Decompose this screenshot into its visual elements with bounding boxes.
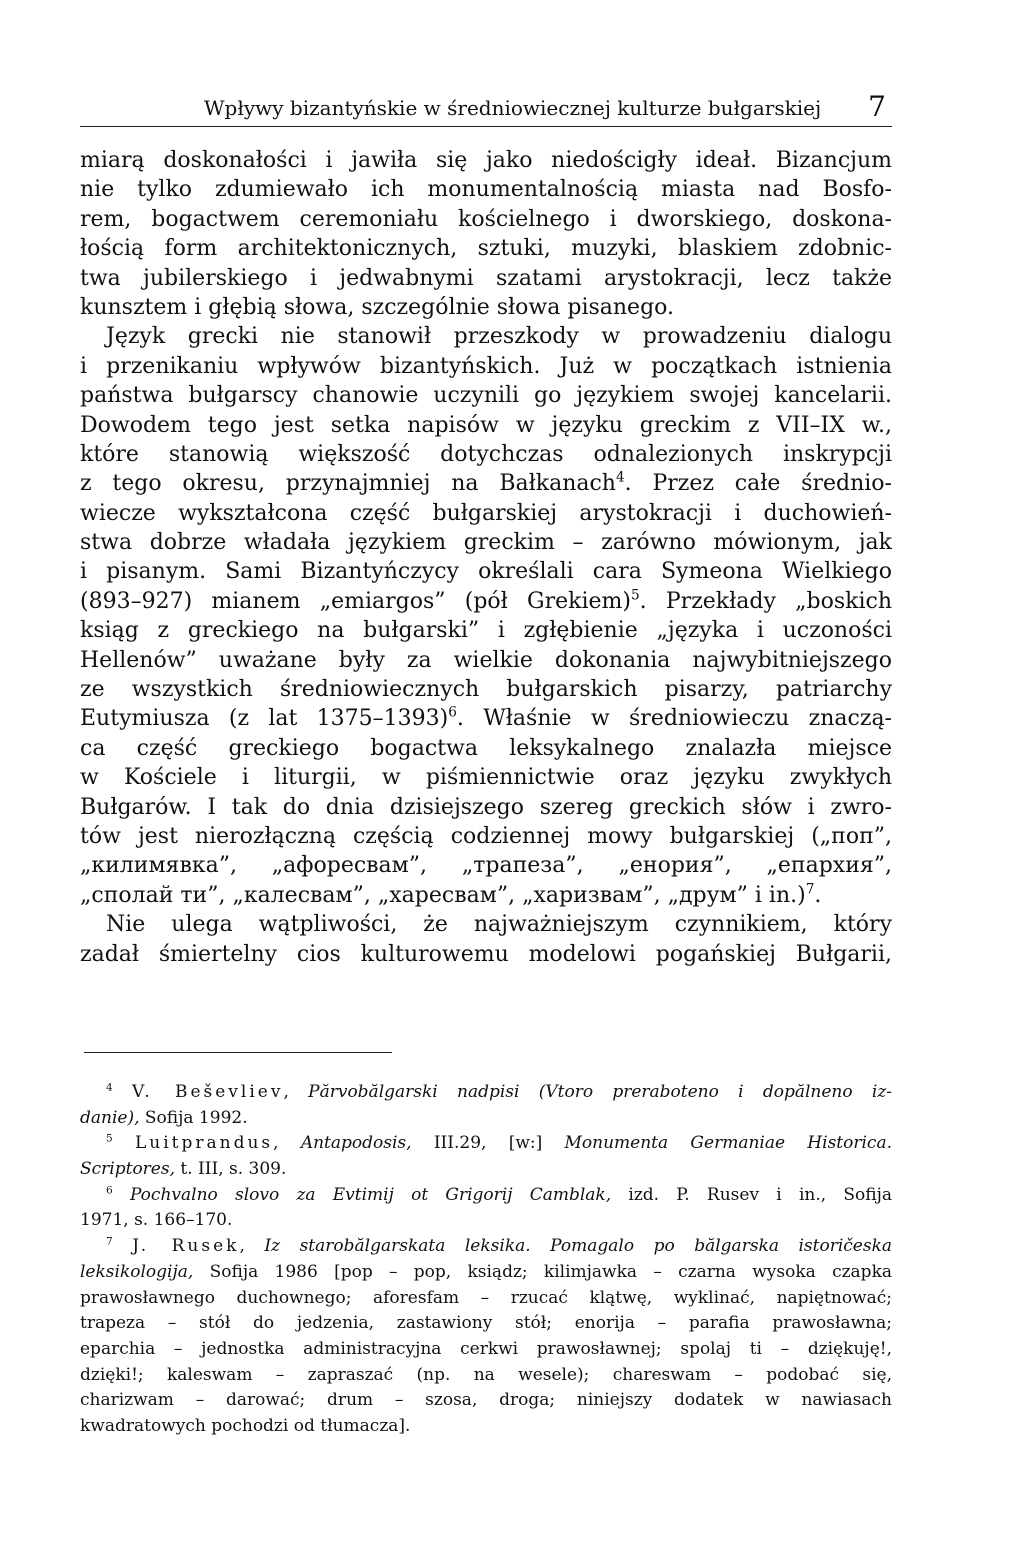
paragraph-start-line: Nie ulega wątpliwości, że najważniejszym czynnikiem, który: [106, 912, 892, 938]
text-line: miarą doskonałości i jawiła się jako niedościgły ideał. Bizancjum: [80, 148, 892, 173]
footnote-number: 5: [106, 1132, 113, 1145]
text-line: ze wszystkich średniowiecznych bułgarskich pisarzy, patriarchy: [80, 677, 892, 703]
footnote-5: $^5$ Luitprandus, Antapodosis, III.29, [w:] Monumenta Germaniae Historica.: [106, 1132, 892, 1154]
footnote-line: [80, 1260, 892, 1286]
footnote-title: danie),: [80, 1107, 140, 1128]
footnote-ref-5[interactable]: 5: [630, 587, 640, 604]
footnote-text: izd. P. Rusev i in., Sofija: [628, 1184, 893, 1205]
footnote-ref-7[interactable]: 7: [805, 881, 815, 898]
paragraph-start-line: Język grecki nie stanowił przeszkody w prowadzeniu dialogu: [106, 324, 892, 350]
footnote-title: leksikologija,: [80, 1261, 194, 1282]
text-line: państwa bułgarscy chanowie uczynili go językiem swojej kancelarii.: [80, 383, 892, 409]
text-line: ca część greckiego bogactwa leksykalnego znalazła miejsce: [80, 735, 892, 761]
text-segment: Eutymiusza (z lat 1375–1393): [80, 706, 449, 732]
footnote-text: III.29, [w:]: [433, 1133, 543, 1154]
text-line: nie tylko zdumiewało ich monumentalnością miasta nad Bosfo-: [80, 177, 892, 203]
text-segment: .: [814, 882, 822, 908]
footnote-rule: [84, 1052, 392, 1053]
footnote-7: $^7$ J. Rusek, Iz starobălgarskata leksika. Pomagalo po bălgarska istoričeska: [106, 1235, 893, 1257]
footnote-line: charizwam – darować; drum – szosa, droga; niniejszy dodatek w nawiasach: [80, 1390, 892, 1411]
footnote-line: 1971, s. 166–170.: [80, 1210, 233, 1231]
running-header: [80, 90, 892, 130]
text-line: tów jest nierozłączną częścią codziennej mowy bułgarskiej („поп”,: [80, 823, 892, 849]
text-line: [80, 587, 892, 616]
footnote-4: $^4$ V. Beševliev, Părvobălgarski nadpisi (Vtoro preraboteno i dopălneno iz-: [106, 1081, 893, 1102]
footnotes: [80, 1080, 892, 1440]
text-line: stwa dobrze władała językiem greckim – zarówno mówionym, jak: [80, 530, 892, 556]
text-segment: z tego okresu, przynajmniej na Bałkanach: [80, 471, 616, 497]
footnote-line: eparchia – jednostka administracyjna cerkwi prawosławnej; spolaj ti – dziękuję!,: [80, 1338, 892, 1359]
footnote-line: [80, 1106, 892, 1132]
footnote-number: 7: [106, 1235, 113, 1248]
text-line: ksiąg z greckiego na bułgarski” i zgłębienie „języka i uczoności: [80, 618, 892, 644]
running-title: Wpływy bizantyńskie w średniowiecznej kulturze bułgarskiej: [204, 96, 822, 120]
header-rule: [80, 126, 892, 127]
text-line: „килимявка”, „афоресвам”, „трапеза”, „енория”, „епархия”,: [80, 853, 892, 879]
text-line: i przenikaniu wpływów bizantyńskich. Już w początkach istnienia: [80, 353, 892, 379]
footnote-title: Iz starobălgarskata leksika. Pomagalo po bălgarska istoričeska: [264, 1236, 893, 1257]
footnote-title: Scriptores,: [80, 1159, 175, 1180]
text-segment: . Przekłady „boskich: [639, 588, 893, 614]
text-line: [80, 469, 892, 498]
text-segment: . Przez całe średnio-: [624, 471, 892, 497]
footnote-text: Sofija 1986 [pop – pop, ksiądz; kilimjawka – czarna wysoka czapka: [209, 1261, 893, 1282]
footnote-author: V. Beševliev: [131, 1082, 284, 1102]
text-line: zadał śmiertelny cios kulturowemu modelowi pogańskiej Bułgarii,: [80, 941, 892, 967]
text-line: które stanowią większość dotychczas odnalezionych inskrypcji: [80, 441, 892, 467]
text-line: Hellenów” uważane były za wielkie dokonania najwybitniejszego: [80, 647, 892, 673]
text-line: twa jubilerskiego i jedwabnymi szatami arystokracji, lecz także: [80, 265, 892, 291]
footnote-line: kwadratowych pochodzi od tłumacza].: [80, 1415, 411, 1436]
text-line: Dowodem tego jest setka napisów w języku greckim z VII–IX w.,: [80, 412, 892, 438]
footnote-ref-6[interactable]: 6: [448, 705, 457, 722]
text-segment: „сполай ти”, „калесвам”, „харесвам”, „харизвам”, „друм” i in.): [80, 882, 806, 908]
text-segment: . Właśnie w średniowieczu znaczą-: [456, 706, 892, 732]
footnote-text: Sofija 1992.: [144, 1107, 248, 1128]
footnote-number: 4: [106, 1081, 113, 1094]
footnote-text: t. III, s. 309.: [180, 1159, 287, 1180]
footnote-author: Luitprandus: [134, 1133, 274, 1154]
text-segment: (893–927) mianem „emiargos” (pół Grekiem): [80, 588, 631, 614]
text-line: [80, 704, 892, 733]
main-text: [80, 146, 892, 969]
text-line: w Kościele i liturgii, w piśmiennictwie oraz języku zwykłych: [80, 765, 892, 791]
book-page: [80, 0, 892, 1550]
page-number: 7: [868, 90, 886, 123]
text-line: kunsztem i głębią słowa, szczególnie słowa pisanego.: [80, 294, 675, 320]
text-line: łością form architektonicznych, sztuki, muzyki, blaskiem zdobnic-: [80, 236, 892, 262]
footnote-title: Monumenta Germaniae Historica.: [564, 1133, 892, 1154]
footnote-author: J. Rusek: [132, 1236, 240, 1257]
footnote-line: dzięki!; kaleswam – zapraszać (np. na wesele); chareswam – podobać się,: [80, 1364, 892, 1385]
text-line: i pisanym. Sami Bizantyńczycy określali cara Symeona Wielkiego: [80, 559, 892, 585]
footnote-6: [80, 1183, 892, 1209]
footnote-line: [80, 1157, 892, 1183]
footnote-title: Pochvalno slovo za Evtimij ot Grigorij Camblak,: [129, 1184, 612, 1205]
footnote-line: trapeza – stół do jedzenia, zastawiony stół; enorija – parafia prawosławna;: [80, 1313, 892, 1334]
footnote-ref-4[interactable]: 4: [615, 469, 625, 486]
text-line: rem, bogactwem ceremoniału kościelnego i dworskiego, doskona-: [80, 206, 892, 232]
text-line: Bułgarów. I tak do dnia dzisiejszego szereg greckich słów i zwro-: [80, 794, 892, 820]
text-line: wiecze wykształcona część bułgarskiej arystokracji i duchowień-: [80, 500, 892, 526]
footnote-number: 6: [106, 1184, 113, 1197]
footnote-title: Părvobălgarski nadpisi (Vtoro preraboteno i dopălneno iz-: [308, 1082, 893, 1102]
text-line: [80, 881, 892, 910]
footnote-title: Antapodosis,: [300, 1133, 412, 1154]
footnote-line: prawosławnego duchownego; aforesfam – rzucać klątwę, wyklinać, napiętnować;: [80, 1287, 892, 1308]
